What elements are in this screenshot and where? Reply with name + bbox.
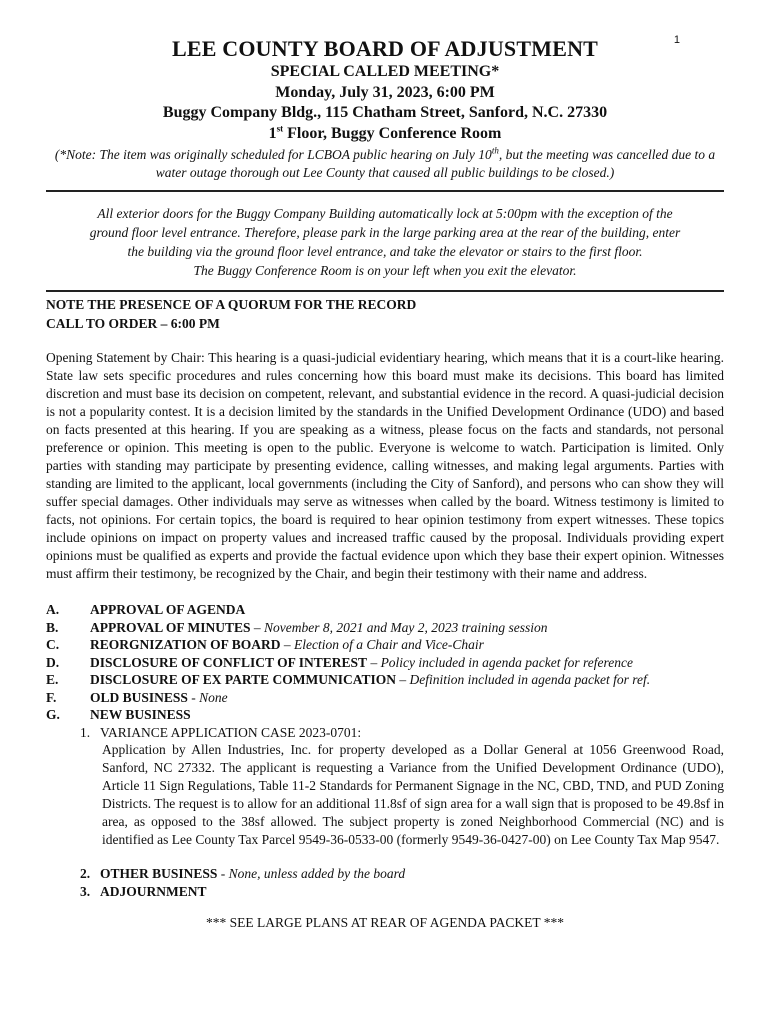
document-title: LEE COUNTY BOARD OF ADJUSTMENT [171, 36, 599, 61]
reschedule-note: (*Note: The item was originally scheduled for LCBOA public hearing on July 10th, but the meeting was cancelled due to a water outage thorough out Lee County that caused all public buildings to be closed.) [54, 145, 716, 180]
other-items-list [80, 865, 724, 901]
agenda-item: C. REORGNIZATION OF BOARD – Election of a Chair and Vice-Chair [46, 637, 484, 652]
agenda-list [46, 601, 724, 901]
opening-statement: Opening Statement by Chair: This hearing is a quasi-judicial evidentiary hearing, which means that it is a court-like hearing. State law sets specific procedures and rules concerning how this board must make its decisions. This board has limited discretion and must base its decision on competent, relevant, and substantial evidence in the record. A quasi-judicial decision is not a popularity contest. It is a decision limited by the standards in the Unified Development Ordinance (UDO) and based on facts presented at this hearing. If you are speaking as a witness, please focus on the facts and standards, not personal preference or opinion. This meeting is open to the public. Everyone is welcome to watch. Participation is limited. Only parties with standing may participate by presenting evidence, calling witnesses, and making legal arguments. Parties with standing are limited to the applicant, local governments (including the City of Sanford), and persons who can show they will suffer special damages. Other individuals may serve as witnesses when called by the board. Witness testimony is limited to facts, not opinions. For certain topics, the board is required to hear opinion testimony from expert witnesses. These topics include opinions on impact on property values and increased traffic caused by the proposal. Individuals providing expert opinions must be qualified as experts and provide the factual evidence upon which they base their expert opinion. Witnesses must affirm their testimony, be recognized by the Chair, and begin their testimony with their name and address. [46, 350, 724, 581]
agenda-item: B. APPROVAL OF MINUTES – November 8, 2021 and May 2, 2023 training session [46, 619, 548, 635]
meeting-type: SPECIAL CALLED MEETING* [270, 63, 500, 80]
agenda-item: A. APPROVAL OF AGENDA [46, 602, 246, 617]
case-heading: 1. VARIANCE APPLICATION CASE 2023-0701: [80, 724, 362, 740]
agenda-sub-item: 2. OTHER BUSINESS - None, unless added by the board [80, 866, 406, 881]
page-number: 1 [673, 34, 680, 46]
meeting-location: Buggy Company Bldg., 115 Chatham Street, Sanford, N.C. 27330 [162, 104, 608, 121]
meeting-room: 1st Floor, Buggy Conference Room [268, 123, 502, 142]
case-description: Application by Allen Industries, Inc. for property developed as a Dollar General at 1056 Greenwood Road, Sanford, NC 27332. The applicant is requesting a Variance from the Unified Development Ordinance (UDO), Article 11 Sign Regulations, Table 11-2 Standards for Permanent Signage in the NC, CBD, TND, and PUD Zoning Districts. The request is to allow for an additional 11.8sf of sign area for a wall sign that is proposed to be 49.8sf in area, as opposed to the 38sf allowed. The subject property is zoned Neighborhood Commercial (NC) and is identified as Lee County Tax Parcel 9549-36-0533-00 (formerly 9549-36-0427-00) on Lee County Tax Map 9547. [102, 742, 724, 847]
agenda-item: F. OLD BUSINESS - None [46, 689, 228, 705]
agenda-item: E. DISCLOSURE OF EX PARTE COMMUNICATION – Definition included in agenda packet for ref. [46, 672, 651, 687]
divider [46, 290, 724, 292]
doors-notice: All exterior doors for the Buggy Company Building automatically lock at 5:00pm with the exception of the ground floor level entrance. Therefore, please park in the large parking area at the rear of the building, enter the building via the ground floor level entrance, and take the elevator or stairs to the first floor. The Buggy Conference Room is on your left when you exit the elevator. [89, 206, 681, 278]
divider [46, 190, 724, 192]
agenda-sub-item: 3. ADJOURNMENT [80, 884, 207, 899]
call-to-order: CALL TO ORDER – 6:00 PM [46, 315, 220, 331]
quorum-line: NOTE THE PRESENCE OF A QUORUM FOR THE RECORD [46, 297, 417, 312]
meeting-datetime: Monday, July 31, 2023, 6:00 PM [275, 83, 495, 101]
new-business-list [80, 724, 724, 742]
footer-note: *** SEE LARGE PLANS AT REAR OF AGENDA PACKET *** [206, 915, 564, 930]
agenda-item: G. NEW BUSINESS [46, 707, 191, 722]
agenda-item: D. DISCLOSURE OF CONFLICT OF INTEREST – Policy included in agenda packet for reference [46, 654, 633, 670]
